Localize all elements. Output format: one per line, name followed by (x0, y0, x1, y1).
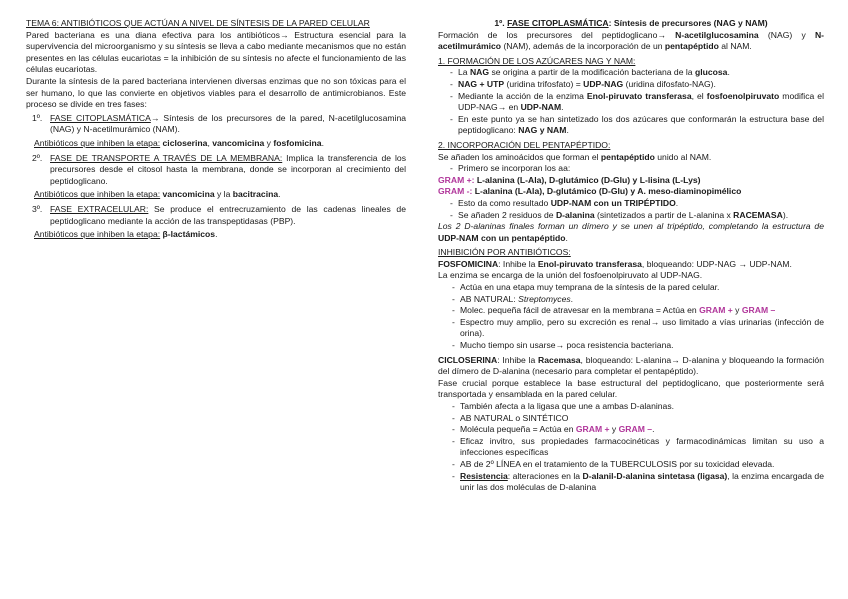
list-item: - Actúa en una etapa muy temprana de la síntesis de la pared celular. (452, 282, 720, 293)
left-column (26, 18, 406, 244)
subsection-title-2: 2. INCORPORACIÓN DEL PENTAPÉPTIDO: (438, 139, 611, 150)
section-heading: 1º. FASE CITOPLASMÁTICA: Síntesis de precursores (NAG y NAM) (494, 18, 768, 28)
gram-positive-line: GRAM +: L-alanina (L-Ala), D-glutámico (D-Glu) y L-lisina (L-Lys) (438, 174, 701, 185)
subsection-title-1: 1. FORMACIÓN DE LOS AZÚCARES NAG Y NAM: (438, 55, 636, 66)
list-item: - Primero se incorporan los aa: (450, 163, 571, 174)
list-item: - Se añaden 2 residuos de D-alanina (sintetizados a partir de L-alanina x RACEMASA). (450, 209, 789, 220)
list-item: - Mucho tiempo sin usarse→ poca resistencia bacteriana. (452, 340, 674, 351)
phase-title: FASE DE TRANSPORTE A TRAVÉS DE LA MEMBRANA: (50, 152, 283, 163)
list-item: - Molec. pequeña fácil de atravesar en la membrana = Actúa en GRAM + y GRAM – (452, 305, 776, 316)
cicloserina-desc: CICLOSERINA: Inhibe la Racemasa, bloqueando: L-alanina→ D-alanina y bloqueando la formación del dímero de D-alanina (necesario para completar el pentapéptido). (438, 354, 824, 377)
phase-item-1 (26, 113, 406, 136)
section-intro: Formación de los precursores del peptidoglicano→ N-acetilglucosamina (NAG) y N-acetilmurámico (NAM), además de la incorporación de un pentapéptido al NAM. (438, 29, 825, 52)
antibiotics-line-1: Antibióticos que inhiben la etapa: cicloserina, vancomicina y fosfomicina. (34, 137, 324, 148)
list-item: - Resistencia: alteraciones en la D-alanil-D-alanina sintetasa (ligasa), la enzima encargada de unir las dos moléculas de D-alanina (452, 470, 824, 493)
intro-paragraph-1: Pared bacteriana es una diana efectiva para los antibióticos→ Estructura esencial para la supervivencia del microorganismo y su síntesis se lleva a cabo mediante mecanismos que no están presentes en las células eucariotas = la inhibición de su síntesis no afecte el funcionamiento de las células eucariotas. (26, 29, 406, 75)
list-item: - Molécula pequeña = Actúa en GRAM + y GRAM –. (452, 424, 655, 435)
fosfomicina-line2: La enzima se encarga de la unión del fosfoenolpiruvato al UDP-NAG. (438, 270, 703, 281)
list-item: - También afecta a la ligasa que une a ambas D-alaninas. (452, 401, 675, 411)
phase-desc: Se produce el entrecruzamiento de las cadenas lineales de peptidoglicano mediante la acción de las transpeptidasas (PBP). (50, 203, 406, 226)
list-item: - NAG + UTP (uridina trifosfato) = UDP-NAG (uridina difosfato-NAG). (450, 78, 716, 89)
list-item: - En este punto ya se han sintetizado los dos azúcares que conformarán la estructura base del peptidoglicano: NAG y NAM. (450, 113, 824, 136)
list-item: - Mediante la acción de la enzima Enol-piruvato transferasa, el fosfoenolpiruvato modifica el UDP-NAG→ en UDP-NAM. (450, 90, 824, 113)
phase-number: 1º. (32, 112, 43, 123)
list-item: - Eficaz invitro, sus propiedades farmacocinéticas y farmacodinámicas limitan su uso a infecciones específicas (452, 435, 824, 458)
phase-title: FASE EXTRACELULAR: (50, 203, 149, 214)
phase-item-2 (26, 153, 406, 188)
italic-note: Los 2 D-alaninas finales forman un dímero y se unen al tripéptido, completando la estructura de UDP-NAM con un pentapéptido. (438, 221, 824, 243)
antibiotics-line-2: Antibióticos que inhiben la etapa: vancomicina y la bacitracina. (34, 189, 281, 200)
phase-desc: Implica la transferencia de los precursores desde el citosol hasta la membrana, donde se incorporan al crecimiento del peptidoglicano. (50, 152, 406, 186)
phase-number: 2º. (32, 152, 43, 163)
document-title: TEMA 6: ANTIBIÓTICOS QUE ACTÚAN A NIVEL DE SÍNTESIS DE LA PARED CELULAR (26, 18, 370, 28)
list-item: - La NAG se origina a partir de la modificación bacteriana de la glucosa. (450, 67, 730, 78)
gram-negative-line: GRAM -: L-alanina (L-Ala), D-glutámico (D-Glu) y A. meso-diaminopimélico (438, 186, 742, 197)
list-item: - Esto da como resultado UDP-NAM con un TRIPÉPTIDO. (450, 197, 679, 208)
list-item: - AB de 2º LÍNEA en el tratamiento de la TUBERCULOSIS por su toxicidad elevada. (452, 458, 775, 469)
right-column (438, 18, 824, 494)
phase-title: FASE CITOPLASMÁTICA (50, 112, 151, 123)
list-item: - AB NATURAL: Streptomyces. (452, 293, 574, 304)
subsection-title-3: INHIBICIÓN POR ANTIBIÓTICOS: (438, 247, 571, 258)
subsection-intro: Se añaden los aminoácidos que forman el pentapéptido unido al NAM. (438, 151, 712, 162)
fosfomicina-desc: FOSFOMICINA: Inhibe la Enol-piruvato transferasa, bloqueando: UDP-NAG → UDP-NAM. (438, 258, 792, 269)
intro-paragraph-2: Durante la síntesis de la pared bacteriana intervienen diversas enzimas que no son tóxicas para el ser humano, lo que las convierte en objetivos viables para el desarrollo de antimicrobianos. Este proceso se divide en tres fases: (26, 75, 406, 110)
antibiotics-line-3: Antibióticos que inhiben la etapa: β-lactámicos. (34, 229, 218, 240)
phase-number: 3º. (32, 203, 43, 214)
list-item: - AB NATURAL o SINTÉTICO (452, 412, 569, 423)
phase-desc: → Síntesis de los precursores de la pared, N-acetilglucosamina (NAG) y N-acetilmurámico (NAM). (50, 112, 406, 135)
phase-item-3 (26, 204, 406, 227)
cicloserina-line2: Fase crucial porque establece la base estructural del peptidoglicano, que posteriormente será transportada y ensamblada en la pared celular. (438, 377, 824, 400)
list-item: - Espectro muy amplio, pero su excreción es renal→ uso limitado a vías urinarias (infección de orina). (452, 316, 824, 339)
